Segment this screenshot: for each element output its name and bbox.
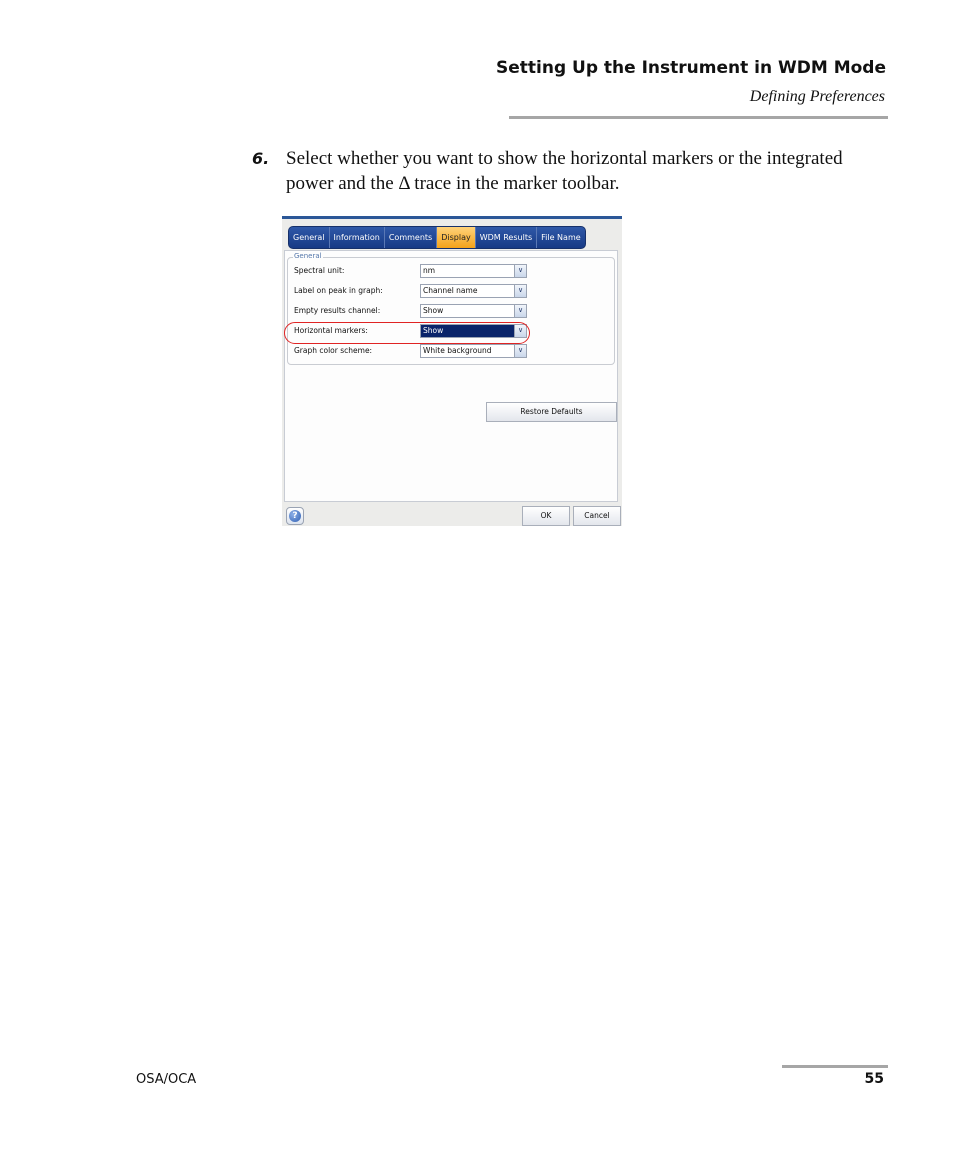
page-header-title: Setting Up the Instrument in WDM Mode	[495, 58, 886, 78]
step-number: 6.	[252, 149, 270, 168]
combo-value: Show	[421, 325, 517, 337]
chevron-down-icon[interactable]: ∨	[514, 265, 526, 277]
footer-rule	[782, 1065, 888, 1068]
tab-wdm-results[interactable]: WDM Results	[476, 227, 537, 248]
graph-color-select[interactable]	[420, 344, 527, 358]
chevron-down-icon[interactable]: ∨	[514, 345, 526, 357]
combo-value: nm	[423, 266, 436, 275]
tab-file-name[interactable]: File Name	[537, 227, 585, 248]
chevron-down-icon[interactable]: ∨	[514, 325, 526, 337]
row-label-empty-results: Empty results channel:	[294, 306, 381, 315]
step-text: Select whether you want to show the horizontal markers or the integrated power and the Δ trace in the marker toolbar.	[286, 148, 843, 194]
page-number: 55	[864, 1071, 884, 1087]
group-legend: General	[294, 252, 322, 260]
row-label-spectral-unit: Spectral unit:	[294, 266, 345, 275]
page-header-subtitle: Defining Preferences	[749, 88, 885, 105]
combo-value: Channel name	[423, 286, 478, 295]
display-panel	[284, 250, 618, 502]
spectral-unit-select[interactable]	[420, 264, 527, 278]
empty-results-select[interactable]	[420, 304, 527, 318]
header-rule	[509, 116, 888, 119]
restore-defaults-button[interactable]: Restore Defaults	[486, 402, 617, 422]
help-button[interactable]	[286, 507, 304, 525]
highlight-ellipse	[284, 322, 530, 344]
row-label-graph-color: Graph color scheme:	[294, 346, 373, 355]
row-label-horizontal-markers: Horizontal markers:	[294, 326, 368, 335]
help-icon: ?	[289, 510, 301, 522]
chevron-down-icon[interactable]: ∨	[514, 285, 526, 297]
cancel-button[interactable]: Cancel	[573, 506, 621, 526]
general-group	[287, 252, 615, 365]
ok-button[interactable]: OK	[522, 506, 570, 526]
tab-bar	[288, 226, 586, 249]
chevron-down-icon[interactable]: ∨	[514, 305, 526, 317]
tab-comments[interactable]: Comments	[385, 227, 437, 248]
tab-general[interactable]: General	[289, 227, 330, 248]
combo-value: Show	[423, 306, 444, 315]
footer-product: OSA/OCA	[136, 1072, 197, 1087]
row-label-label-on-peak: Label on peak in graph:	[294, 286, 383, 295]
tab-information[interactable]: Information	[330, 227, 385, 248]
preferences-dialog	[282, 216, 622, 526]
label-on-peak-select[interactable]	[420, 284, 527, 298]
combo-value: White background	[423, 346, 492, 355]
tab-display[interactable]: Display	[437, 227, 476, 248]
